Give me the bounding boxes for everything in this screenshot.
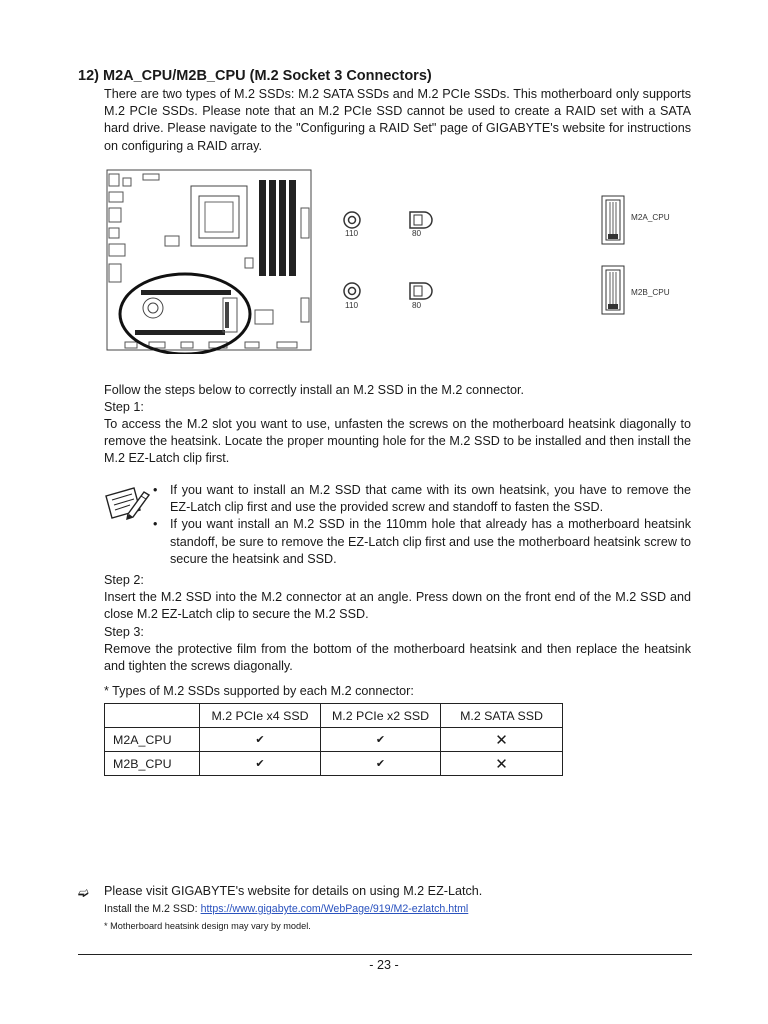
pencil-note-icon [104,484,150,520]
hole-label: 110 [345,301,359,310]
hole-label: 110 [345,229,359,238]
steps-intro: Follow the steps below to correctly install an M.2 SSD in the M.2 connector. [104,383,524,397]
check-icon: ✔ [321,752,441,776]
note-text: If you want to install an M.2 SSD that came with its own heatsink, you have to remove the EZ-Latch clip first and use the provided screw and standoff to fasten the SSD. [170,483,691,515]
motherboard-diagram [105,168,315,354]
footer-note: * Motherboard heatsink design may vary by model. [104,921,311,931]
section-heading: 12) M2A_CPU/M2B_CPU (M.2 Socket 3 Connectors) [78,68,432,84]
footer-sub-prefix: Install the M.2 SSD: [104,903,201,915]
compatibility-table [104,703,563,776]
table-corner-cell [105,704,200,728]
connector-label: M2A_CPU [631,213,670,222]
footer-divider [78,954,692,955]
table-header-row [105,704,563,728]
screw-hole-icon [344,212,360,228]
cross-icon: ✕ [441,752,563,776]
note-list [153,482,691,568]
table-column-header: M.2 PCIe x4 SSD [200,704,321,728]
step1-label: Step 1: [104,400,144,414]
step2-text: Insert the M.2 SSD into the M.2 connector at an angle. Press down on the front end of the M.2 SSD and close M.2 EZ-Latch clip to secure the M.2 SSD. [104,590,691,622]
step3-label: Step 3: [104,625,144,639]
table-column-header: M.2 SATA SSD [441,704,563,728]
arrow-icon: ➫ [78,885,89,900]
connector-icons [598,194,688,318]
note-text: If you want install an M.2 SSD in the 110mm hole that already has a motherboard heatsink standoff, be sure to remove the EZ-Latch clip first and use the motherboard heatsink screw to secure the heatsink and SSD. [170,517,691,566]
check-icon: ✔ [321,728,441,752]
row-label: M2A_CPU [105,728,200,752]
step2-label: Step 2: [104,573,144,587]
check-icon: ✔ [200,752,321,776]
footer-main-text: Please visit GIGABYTE's website for details on using M.2 EZ-Latch. [104,884,483,898]
m2-connector-icon [602,196,624,244]
row-label: M2B_CPU [105,752,200,776]
mounting-icons [330,200,450,320]
check-icon: ✔ [200,728,321,752]
intro-paragraph: There are two types of M.2 SSDs: M.2 SATA SSDs and M.2 PCIe SSDs. This motherboard only supports M.2 PCIe SSDs. Please note that an M.2 PCIe SSD cannot be used to create a RAID set with a SATA hard drive. Please navigate to the "Configuring a RAID Set" page of GIGABYTE's website for instructions on configuring a RAID array. [104,87,691,153]
step3-text: Remove the protective film from the bottom of the motherboard heatsink and then replace the heatsink and tighten the screws diagonally. [104,642,691,674]
table-row [105,728,563,752]
bullet: • [153,517,158,532]
step1-text: To access the M.2 slot you want to use, unfasten the screws on the motherboard heatsink diagonally to remove the heatsink. Locate the proper mounting hole for the M.2 SSD to be installed and then install the M.2 EZ-Latch clip first. [104,417,691,466]
hole-label: 80 [412,229,422,238]
table-row [105,752,563,776]
hole-label: 80 [412,301,422,310]
ez-latch-icon [410,283,432,299]
m2-connector-icon [602,266,624,314]
note-item [153,516,691,568]
footer-sub-text [104,903,468,915]
table-column-header: M.2 PCIe x2 SSD [321,704,441,728]
note-item [153,482,691,516]
ez-latch-link[interactable]: https://www.gigabyte.com/WebPage/919/M2-ezlatch.html [200,903,469,915]
ez-latch-icon [410,212,432,228]
cross-icon: ✕ [441,728,563,752]
screw-hole-icon [344,283,360,299]
connector-label: M2B_CPU [631,288,670,297]
table-caption: * Types of M.2 SSDs supported by each M.2 connector: [104,684,414,698]
page-number: - 23 - [369,958,399,972]
bullet: • [153,483,158,497]
